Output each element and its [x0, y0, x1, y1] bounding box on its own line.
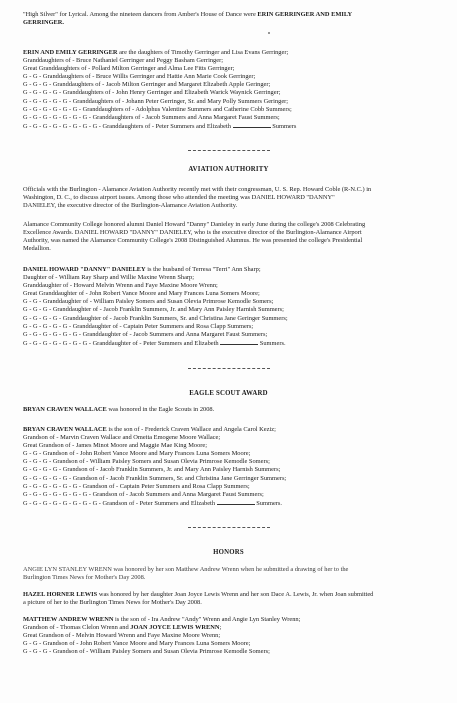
wallace-genealogy: [23, 426, 441, 508]
wallace-last-text: G - G - G - G - G - G - G - G - Grandson of - Peter Summers and Elizabeth: [23, 499, 216, 507]
wallace-line: G - G - G - G - G - G - Grandson of - Captain Peter Summers and Rosa Clapp Summers;: [23, 482, 250, 490]
intro-paragraph: [23, 11, 441, 27]
wallace-lead-line: [23, 426, 441, 434]
wallace-name: BRYAN CRAVEN WALLACE: [23, 426, 107, 433]
gerringer-line: G - G - G - G - G - G - G - Granddaughters of - Jacob Summers and Anna Margaret Faust Summers;: [23, 113, 280, 121]
aviation-line: Alamance Community College honored alumni Daniel Howard "Danny" Danieley in early June during the college's 2008 Celebrating: [23, 221, 366, 228]
gerringer-line: Great Granddaughters of - Pollard Milton Gerringer and Alma Lee Fitts Gerringer;: [23, 65, 235, 73]
gerringer-last-line: [23, 122, 441, 131]
gerringer-last-text: G - G - G - G - G - G - G - G - Granddaughters of - Peter Summers and Elizabeth: [23, 122, 231, 130]
wallace-line: G - G - G - Grandson of - William Paisley Somers and Susan Olevia Primrose Kemodle Somers;: [23, 458, 270, 466]
intro-names-cont: GERRINGER.: [23, 19, 65, 27]
hazel-line-2: a picture of her to the Burlington Times News for Mother's Day 2008.: [23, 599, 202, 607]
aviation-line: DANIELEY, the executive director of the Burlington-Alamance Aviation Authority.: [23, 202, 238, 210]
wrenn-grandmother-name: JOAN JOYCE LEWIS WRENN: [130, 624, 220, 632]
gerringer-line: G - G - Granddaughters of - Bruce Willis Gerringer and Hattie Ann Marie Cook Gerringer;: [23, 73, 256, 81]
angie-honor-paragraph: [23, 566, 441, 582]
section-divider: [188, 527, 270, 528]
danieley-line: G - G - G - G - G - Granddaughter of - Captain Peter Summers and Rosa Clapp Summers;: [23, 322, 254, 330]
eagle-line: [23, 406, 441, 414]
wrenn-name: MATTHEW ANDREW WRENN: [23, 616, 114, 623]
gerringer-names: ERIN AND EMILY GERRINGER: [23, 49, 118, 56]
wrenn-lead-line: [23, 616, 441, 624]
hazel-name: HAZEL HORNER LEWIS: [23, 591, 98, 598]
wallace-line: G - G - G - G - G - G - G - Grandson of - Jacob Summers and Anna Margaret Faust Summers;: [23, 490, 264, 498]
honors-heading: HONORS: [213, 549, 244, 556]
gerringer-line: G - G - G - G - G - G - Granddaughters of - Adolphus Valentine Summers and Catherine Cobb Summers;: [23, 105, 292, 113]
danieley-line: G - G - G - Granddaughter of - Jacob Franklin Summers, Jr. and Mary Ann Paisley Harnish Summers;: [23, 306, 284, 314]
aviation-paragraph-2: [23, 221, 441, 253]
aviation-line: Excellence Awards. DANIEL HOWARD "DANNY" DANIELEY, who is the executive director of the Burlington-Alamance Airport: [23, 229, 362, 237]
aviation-paragraph-1: [23, 186, 441, 210]
aviation-line: Officials with the Burlington - Alamance Aviation Authority recently met with their congressman, U. S. Rep. Howard Coble (R-N.C.) in: [23, 186, 372, 193]
gerringer-parents: are the daughters of Timothy Gerringer and Lisa Evans Gerringer;: [117, 49, 289, 56]
eagle-name: BRYAN CRAVEN WALLACE: [23, 406, 107, 413]
blank-line: [220, 339, 258, 345]
danieley-line: G - G - G - G - G - G - Granddaughter of - Jacob Summers and Anna Margaret Faust Summers;: [23, 330, 268, 338]
danieley-lead-line: [23, 266, 441, 274]
gerringer-genealogy: [23, 49, 441, 131]
hazel-line-1: [23, 591, 441, 599]
eagle-scout-paragraph: [23, 406, 441, 414]
intro-names: ERIN GERRINGER AND EMILY: [257, 11, 353, 18]
hazel-honor-paragraph: [23, 591, 441, 607]
aviation-line: Washington, D. C., to discuss airport issues. Among those who attended the meeting was DANIEL HOWARD "DANNY": [23, 194, 335, 202]
gerringer-line: G - G - G - G - Granddaughters of - John Henry Gerringer and Elizabeth Warick Waynick Gerringer;: [23, 89, 281, 97]
eagle-text: was honored in the Eagle Scouts in 2008.: [106, 406, 215, 413]
wallace-parents: is the son of - Frederick Craven Wallace and Angela Carol Keziz;: [106, 426, 276, 433]
danieley-line: Great Granddaughter of - John Robert Vance Moore and Mary Frances Luna Somers Moore;: [23, 290, 260, 298]
blank-line: [233, 122, 271, 128]
wrenn-line: G - G - G - Grandson of - William Paisley Somers and Susan Olevia Primrose Kemodle Somers;: [23, 648, 270, 656]
eagle-scout-heading: EAGLE SCOUT AWARD: [189, 390, 268, 397]
aviation-heading: AVIATION AUTHORITY: [188, 166, 269, 173]
gerringer-line: Granddaughters of - Bruce Nathaniel Gerringer and Peggy Basham Gerringer;: [23, 57, 223, 65]
intro-line-2: [23, 19, 441, 27]
intro-line-1: [23, 11, 441, 19]
danieley-line: G - G - Granddaughter of - William Paisley Somers and Susan Olevia Primrose Kemodle Somers;: [23, 298, 274, 306]
wrenn-line-end: ;: [219, 624, 222, 632]
aviation-line: Authority, was named the Alamance Community College's 2008 Distinguished Alumnus. He was presented the college's Presidential: [23, 237, 363, 245]
wallace-last-end: Summers.: [256, 499, 282, 507]
gerringer-lead-line: [23, 49, 441, 57]
intro-text: "High Silver" for Lyrical. Among the nineteen dancers from Amber's House of Dance were: [23, 11, 258, 18]
danieley-line: Granddaughter of - Howard Melvin Wrenn and Faye Maxine Moore Wrenn;: [23, 282, 218, 290]
angie-line: Burlington Times News for Mother's Day 2008.: [23, 574, 146, 582]
gerringer-line: G - G - G - Granddaughters of - Jacob Milton Gerringer and Margaret Elizabeth Apple Geringer;: [23, 81, 271, 89]
wrenn-grandparent-text: Grandson of - Thomas Clelon Wrenn and: [23, 624, 131, 632]
wrenn-parents: is the son of - Ira Andrew "Andy" Wrenn and Angie Lyn Stanley Wrenn;: [113, 616, 301, 623]
danieley-name: DANIEL HOWARD "DANNY" DANIELEY: [23, 266, 146, 273]
aviation-line: Medallion.: [23, 245, 51, 253]
danieley-line: G - G - G - G - Granddaughter of - Jacob Franklin Summers, Sr. and Christina Jane Geringer Summers;: [23, 314, 288, 322]
section-divider: [188, 150, 270, 151]
wallace-line: G - G - Grandson of - John Robert Vance Moore and Mary Frances Luna Somers Moore;: [23, 450, 251, 458]
section-divider: [188, 368, 270, 369]
angie-line: ANGIE LYN STANLEY WRENN was honored by her son Matthew Andrew Wrenn when he submitted a drawing of her to the: [23, 566, 349, 573]
wrenn-line: Great Grandson of - Melvin Howard Wrenn and Faye Maxine Moore Wrenn;: [23, 632, 221, 640]
wallace-line: G - G - G - G - G - Grandson of - Jacob Franklin Summers, Sr. and Christina Jane Gerringer Summers;: [23, 474, 287, 482]
wrenn-line-2: [23, 624, 441, 632]
blank-line: [217, 499, 255, 505]
danieley-last-text: G - G - G - G - G - G - G - Granddaughter of - Peter Summers and Elizabeth: [23, 339, 219, 347]
wrenn-line: G - G - Grandson of - John Robert Vance Moore and Mary Frances Luna Somers Moore;: [23, 640, 251, 648]
wallace-line: Grandson of - Marvin Craven Wallace and Omeita Emogene Moore Wallace;: [23, 434, 221, 442]
scan-speck: [268, 32, 270, 34]
wallace-last-line: [23, 499, 441, 508]
danieley-last-end: Summers.: [259, 339, 286, 347]
hazel-text: was honored by her daughter Joan Joyce Lewis Wrenn and her son Dace A. Lewis, Jr. when Joan submitted: [97, 591, 374, 598]
danieley-genealogy: [23, 266, 441, 348]
wallace-line: Great Grandson of - James Minot Moore and Maggie Mae King Moore;: [23, 442, 208, 450]
danieley-line: Daughter of - William Ray Sharp and Willie Maxine Wrenn Sharp;: [23, 274, 195, 282]
wallace-line: G - G - G - G - Grandson of - Jacob Franklin Summers, Jr. and Mary Ann Paisley Harnish Summers;: [23, 466, 281, 474]
danieley-spouse: is the husband of Terresa "Terri" Ann Sharp;: [145, 266, 261, 273]
gerringer-last-end: Summers: [272, 122, 297, 130]
gerringer-line: G - G - G - G - G - Granddaughters of - Johann Peter Gerringer, Sr. and Mary Polly Summers Geringer;: [23, 97, 289, 105]
wrenn-genealogy: [23, 616, 441, 656]
danieley-last-line: [23, 339, 441, 348]
